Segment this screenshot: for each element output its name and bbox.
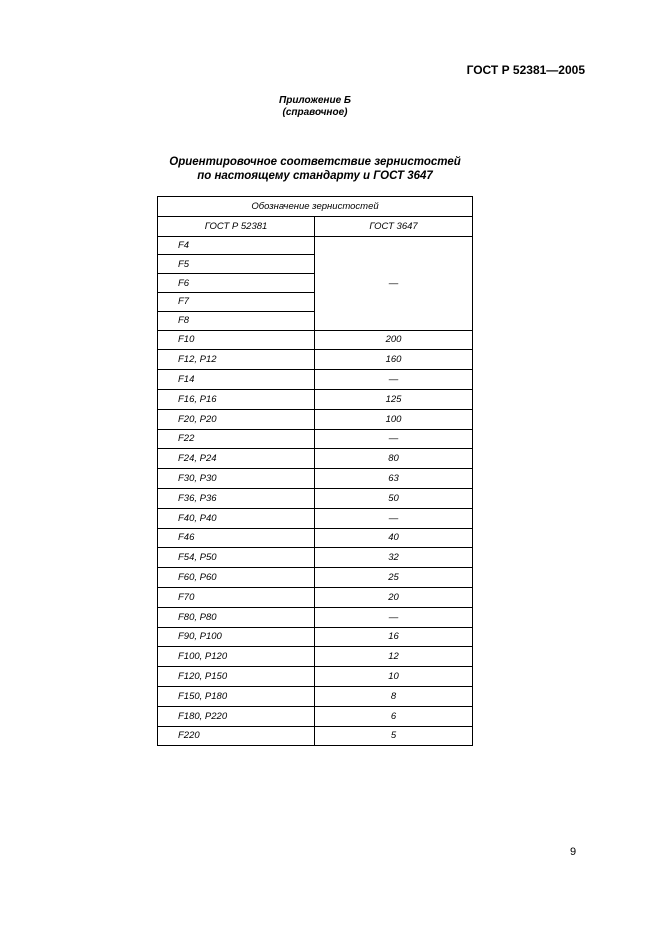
cell-gost-r: F60, P60 bbox=[158, 568, 315, 588]
cell-gost: 100 bbox=[315, 409, 473, 429]
cell-gost: 20 bbox=[315, 587, 473, 607]
cell-gost-r: F70 bbox=[158, 587, 315, 607]
cell-gost-r: F14 bbox=[158, 370, 315, 390]
table-row bbox=[158, 548, 473, 568]
table-row bbox=[158, 528, 473, 548]
table-row bbox=[158, 686, 473, 706]
table-row bbox=[158, 627, 473, 647]
table-row bbox=[158, 389, 473, 409]
cell-gost-r: F100, P120 bbox=[158, 647, 315, 667]
table-row bbox=[158, 330, 473, 350]
table-title-line-1: Ориентировочное соответствие зернистостей bbox=[169, 156, 461, 168]
cell-gost-r: F12, P12 bbox=[158, 350, 315, 370]
cell-gost-r: F120, P150 bbox=[158, 667, 315, 687]
cell-gost-r: F8 bbox=[158, 311, 315, 330]
document-code: ГОСТ Р 52381—2005 bbox=[466, 63, 585, 77]
cell-gost: 16 bbox=[315, 627, 473, 647]
cell-gost: 25 bbox=[315, 568, 473, 588]
table-row bbox=[158, 568, 473, 588]
column-header-row bbox=[158, 216, 473, 236]
column-header-gost-r: ГОСТ Р 52381 bbox=[158, 216, 315, 236]
table-row bbox=[158, 449, 473, 469]
cell-gost-r: F7 bbox=[158, 292, 315, 311]
cell-gost: — bbox=[315, 607, 473, 627]
cell-gost: 160 bbox=[315, 350, 473, 370]
cell-gost: — bbox=[315, 370, 473, 390]
cell-gost: 12 bbox=[315, 647, 473, 667]
cell-gost: 200 bbox=[315, 330, 473, 350]
table-row bbox=[158, 370, 473, 390]
cell-gost-r: F20, P20 bbox=[158, 409, 315, 429]
cell-gost: 8 bbox=[315, 686, 473, 706]
grit-correspondence-table bbox=[157, 196, 473, 746]
cell-gost: 80 bbox=[315, 449, 473, 469]
table-row bbox=[158, 469, 473, 489]
group-header: Обозначение зернистостей bbox=[158, 197, 473, 217]
cell-gost: 10 bbox=[315, 667, 473, 687]
table-row bbox=[158, 726, 473, 746]
cell-gost-r: F180, P220 bbox=[158, 706, 315, 726]
cell-gost: 125 bbox=[315, 389, 473, 409]
table-row bbox=[158, 236, 473, 255]
page-number: 9 bbox=[570, 846, 577, 858]
cell-gost-r: F30, P30 bbox=[158, 469, 315, 489]
column-header-gost: ГОСТ 3647 bbox=[315, 216, 473, 236]
cell-gost: 50 bbox=[315, 488, 473, 508]
cell-gost: — bbox=[315, 508, 473, 528]
cell-gost-r: F220 bbox=[158, 726, 315, 746]
appendix-type: (справочное) bbox=[282, 107, 348, 118]
group-header-row bbox=[158, 197, 473, 217]
table-row bbox=[158, 706, 473, 726]
table-row bbox=[158, 667, 473, 687]
cell-gost-r: F10 bbox=[158, 330, 315, 350]
appendix-heading bbox=[150, 95, 480, 119]
cell-gost-r: F4 bbox=[158, 236, 315, 255]
table-row bbox=[158, 429, 473, 449]
cell-gost: 63 bbox=[315, 469, 473, 489]
cell-gost: 32 bbox=[315, 548, 473, 568]
cell-gost-r: F90, P100 bbox=[158, 627, 315, 647]
table-title-line-2: по настоящему стандарту и ГОСТ 3647 bbox=[197, 170, 433, 182]
table-row bbox=[158, 350, 473, 370]
cell-gost: 5 bbox=[315, 726, 473, 746]
cell-gost-merged: — bbox=[315, 236, 473, 330]
cell-gost: 6 bbox=[315, 706, 473, 726]
table-row bbox=[158, 647, 473, 667]
cell-gost-r: F150, P180 bbox=[158, 686, 315, 706]
cell-gost: 40 bbox=[315, 528, 473, 548]
cell-gost-r: F16, P16 bbox=[158, 389, 315, 409]
cell-gost-r: F36, P36 bbox=[158, 488, 315, 508]
cell-gost-r: F6 bbox=[158, 274, 315, 293]
cell-gost-r: F80, P80 bbox=[158, 607, 315, 627]
cell-gost-r: F24, P24 bbox=[158, 449, 315, 469]
table-row bbox=[158, 587, 473, 607]
table-row bbox=[158, 409, 473, 429]
cell-gost-r: F46 bbox=[158, 528, 315, 548]
appendix-label: Приложение Б bbox=[279, 95, 351, 106]
table-title bbox=[150, 155, 480, 183]
cell-gost-r: F54, P50 bbox=[158, 548, 315, 568]
cell-gost: — bbox=[315, 429, 473, 449]
cell-gost-r: F22 bbox=[158, 429, 315, 449]
table-row bbox=[158, 508, 473, 528]
table-row bbox=[158, 488, 473, 508]
cell-gost-r: F40, P40 bbox=[158, 508, 315, 528]
cell-gost-r: F5 bbox=[158, 255, 315, 274]
table-row bbox=[158, 607, 473, 627]
